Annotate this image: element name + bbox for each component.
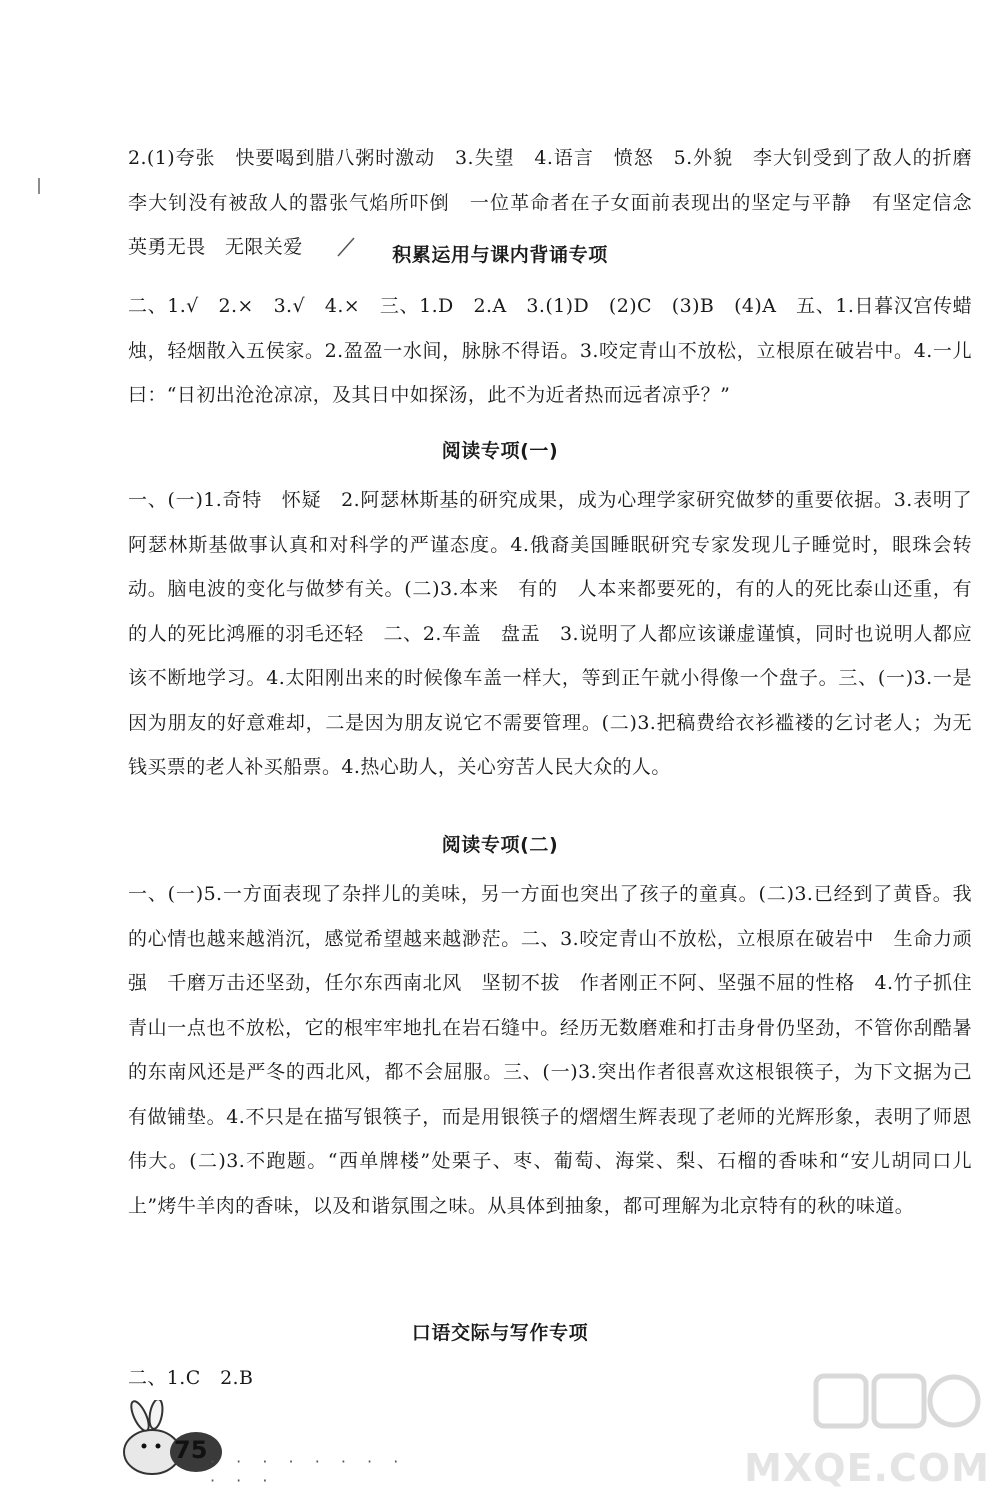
answer-paragraph-2: 二、1.√ 2.× 3.√ 4.× 三、1.D 2.A 3.(1)D (2)C (3)B (4)A 五、1.日暮汉宫传蜡烛，轻烟散入五侯家。2.盈盈一水间，脉脉不得语。3.咬定青山不放松，立根原在破岩中。4.一儿曰：“日初出沧沧凉凉，及其日中如探汤，此不为近者热而远者凉乎？” (128, 295, 972, 406)
answer-paragraph-1: 2.(1)夸张 快要喝到腊八粥时激动 3.失望 4.语言 愤怒 5.外貌 李大钊受到了敌人的折磨 李大钊没有被敌人的嚣张气焰所吓倒 一位革命者在子女面前表现出的坚定与平静 有坚定信念 英勇无畏 无限关爱 (128, 147, 992, 258)
footer-dots: · · · · · · · · · · · (210, 1452, 407, 1490)
answer-paragraph-3: 一、(一)1.奇特 怀疑 2.阿瑟林斯基的研究成果，成为心理学家研究做梦的重要依据。3.表明了阿瑟林斯基做事认真和对科学的严谨态度。4.俄裔美国睡眠研究专家发现儿子睡觉时，眼珠会转动。脑电波的变化与做梦有关。(二)3.本来 有的 人本来都要死的，有的人的死比泰山还重，有的人的死比鸿雁的羽毛还轻 二、2.车盖 盘盂 3.说明了人都应该谦虚谨慎，同时也说明人都应该不断地学习。4.太阳刚出来的时候像车盖一样大，等到正午就小得像一个盘子。三、(一)3.一是因为朋友的好意难却，二是因为朋友说它不需要管理。(二)3.把稿费给衣衫褴褛的乞讨老人；为无钱买票的老人补买船票。4.热心助人，关心穷苦人民大众的人。 (128, 489, 972, 778)
answer-stamp-icon (812, 1370, 982, 1434)
scan-mark (36, 178, 42, 194)
watermark (744, 1370, 990, 1490)
pen-stroke-mark (336, 236, 356, 258)
answer-paragraph-5: 二、1.C 2.B (128, 1367, 254, 1389)
page-number: 75 (174, 1436, 208, 1464)
section-heading-accumulation: 积累运用与课内背诵专项 (392, 244, 608, 266)
page-footer (112, 1400, 432, 1490)
watermark-text: MXQE.COM (744, 1446, 990, 1490)
section-heading-reading-2: 阅读专项(二) (441, 834, 559, 856)
section-heading-oral-writing: 口语交际与写作专项 (411, 1322, 589, 1344)
section-heading-reading-1: 阅读专项(一) (441, 440, 559, 462)
answer-paragraph-4: 一、(一)5.一方面表现了杂拌儿的美味，另一方面也突出了孩子的童真。(二)3.已经到了黄昏。我的心情也越来越消沉，感觉希望越来越渺茫。二、3.咬定青山不放松，立根原在破岩中 生命力顽强 千磨万击还坚劲，任尔东西南北风 坚韧不拔 作者刚正不阿、坚强不屈的性格 4.竹子抓住青山一点也不放松，它的根牢牢地扎在岩石缝中。经历无数磨难和打击身骨仍坚劲，不管你刮酷暑的东南风还是严冬的西北风，都不会屈服。三、(一)3.突出作者很喜欢这根银筷子，为下文据为己有做铺垫。4.不只是在描写银筷子，而是用银筷子的熠熠生辉表现了老师的光辉形象，表明了师恩伟大。(二)3.不跑题。“西单牌楼”处栗子、枣、葡萄、海棠、梨、石榴的香味和“安儿胡同口儿上”烤牛羊肉的香味，以及和谐氛围之味。从具体到抽象，都可理解为北京特有的秋的味道。 (128, 883, 972, 1217)
